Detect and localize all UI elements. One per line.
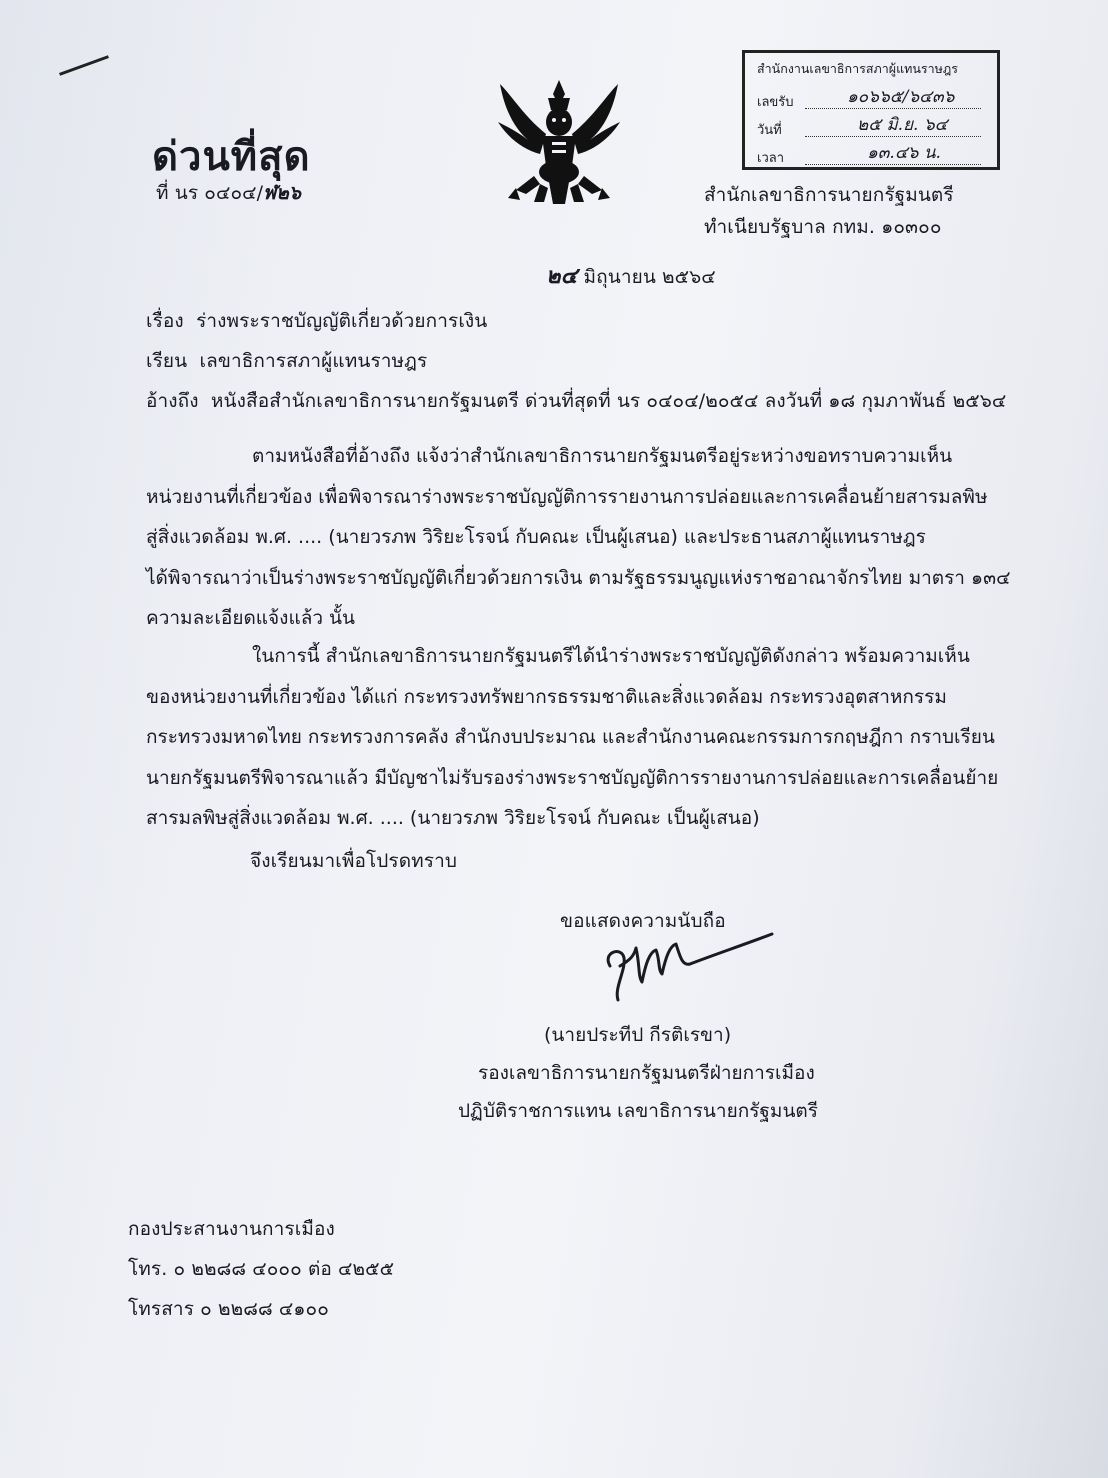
stamp-row2-value: ๒๕ มิ.ย. ๖๔ [857,115,948,135]
office-name: สำนักเลขาธิการนายกรัฐมนตรี [704,184,954,206]
stamp-row3-label: เวลา [757,151,785,166]
receipt-stamp [742,50,1000,170]
subject-label: เรื่อง [146,310,184,332]
closing-regards: ขอแสดงความนับถือ [560,910,726,932]
paragraph-2-line-2: ของหน่วยงานที่เกี่ยวข้อง ได้แก่ กระทรวงทรัพยากรธรรมชาติและสิ่งแวดล้อม กระทรวงอุตสาหกรรม [146,685,947,708]
paragraph-1-line-5: ความละเอียดแจ้งแล้ว นั้น [146,607,356,629]
handwritten-signature [596,926,786,1006]
paragraph-2-line-5: สารมลพิษสู่สิ่งแวดล้อม พ.ศ. .... (นายวรภพ วิริยะโรจน์ กับคณะ เป็นผู้เสนอ) [146,807,760,829]
recipient-label: เรียน [146,350,188,372]
reference-number-handwritten: ฬ๒๖ [263,182,302,204]
subject-text: ร่างพระราชบัญญัติเกี่ยวด้วยการเงิน [196,310,488,332]
garuda-emblem-icon [494,76,624,210]
paragraph-2-line-1: ในการนี้ สำนักเลขาธิการนายกรัฐมนตรีได้นำร่างพระราชบัญญัติดังกล่าว พร้อมความเห็น [252,645,970,667]
recipient-line [146,346,427,376]
signatory-position-1: รองเลขาธิการนายกรัฐมนตรีฝ่ายการเมือง [478,1062,815,1084]
letter-date [546,258,716,293]
recipient-text: เลขาธิการสภาผู้แทนราษฎร [199,350,428,372]
date-day-handwritten: ๒๔ [546,263,578,289]
handwritten-slash-mark [59,55,109,76]
body-paragraph-1 [146,436,1011,639]
date-month-year: มิถุนายน ๒๕๖๔ [583,266,716,288]
stamp-row2-label: วันที่ [757,123,782,138]
closing-request: จึงเรียนมาเพื่อโปรดทราบ [250,850,458,872]
stamp-row3-value: ๑๓.๔๖ น. [867,143,941,163]
reference-label: อ้างถึง [146,390,199,412]
paragraph-2-line-3: กระทรวงมหาดไทย กระทรวงการคลัง สำนักงบประมาณ และสำนักงานคณะกรรมการกฤษฎีกา กราบเรียน [146,726,995,748]
reference-number [156,178,301,208]
paragraph-2-line-4: นายกรัฐมนตรีพิจารณาแล้ว มีบัญชาไม่รับรองร่างพระราชบัญญัติการรายงานการปล่อยและการเคลื่อนย้าย [146,766,999,789]
stamp-title: สำนักงานเลขาธิการสภาผู้แทนราษฎร [757,61,958,76]
paragraph-1-line-3: สู่สิ่งแวดล้อม พ.ศ. .... (นายวรภพ วิริยะโรจน์ กับคณะ เป็นผู้เสนอ) และประธานสภาผู้แทนราษฎร [146,526,926,548]
footer-phone: โทร. ๐ ๒๒๘๘ ๔๐๐๐ ต่อ ๔๒๕๕ [128,1258,395,1280]
paragraph-1-line-4: ได้พิจารณาว่าเป็นร่างพระราชบัญญัติเกี่ยวด้วยการเงิน ตามรัฐธรรมนูญแห่งราชอาณาจักรไทย มาตรา ๑๓๔ [146,566,1011,589]
footer-division: กองประสานงานการเมือง [128,1218,335,1240]
reference-line [146,386,1006,416]
subject-line [146,306,487,336]
urgency-label: ด่วนที่สุด [152,134,311,180]
footer-fax: โทรสาร ๐ ๒๒๘๘ ๔๑๐๐ [128,1298,329,1320]
paragraph-1-line-2: หน่วยงานที่เกี่ยวข้อง เพื่อพิจารณาร่างพระราชบัญญัติการรายงานการปล่อยและการเคลื่อนย้ายสารมลพิษ [146,485,988,508]
paragraph-1-line-1: ตามหนังสือที่อ้างถึง แจ้งว่าสำนักเลขาธิการนายกรัฐมนตรีอยู่ระหว่างขอทราบความเห็น [252,445,953,467]
signatory-position-2: ปฏิบัติราชการแทน เลขาธิการนายกรัฐมนตรี [458,1100,818,1122]
stamp-row1-label: เลขรับ [757,95,794,110]
reference-number-prefix: ที่ นร ๐๔๐๔/ [156,182,264,204]
stamp-row1-value: ๑๐๖๖๕/๖๔๓๖ [847,87,955,107]
reference-text: หนังสือสำนักเลขาธิการนายกรัฐมนตรี ด่วนที่สุดที่ นร ๐๔๐๔/๒๐๕๔ ลงวันที่ ๑๘ กุมภาพันธ์ ๒๕๖๔ [210,390,1007,412]
office-address: ทำเนียบรัฐบาล กทม. ๑๐๓๐๐ [704,216,942,238]
signatory-name: (นายประทีป กีรติเรขา) [544,1024,732,1046]
body-paragraph-2 [146,636,999,839]
